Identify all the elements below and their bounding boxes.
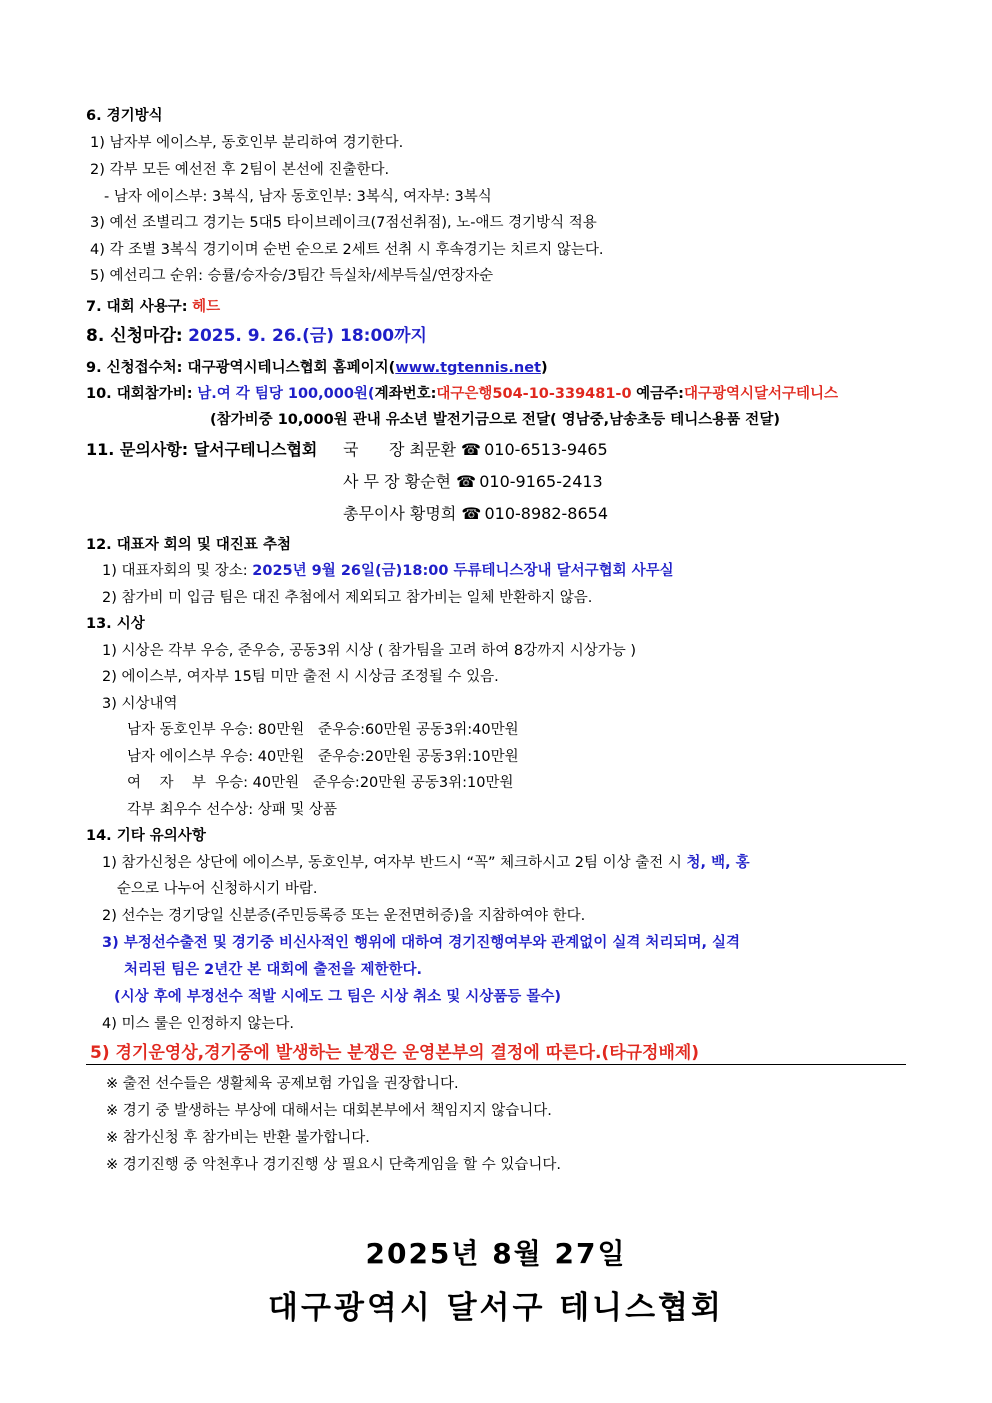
note-item: ※ 참가신청 후 참가비는 반환 불가합니다. (106, 1130, 370, 1146)
s12-line-1 (102, 561, 674, 581)
footer-date: 2025년 8월 27일 (365, 1237, 627, 1270)
contact-phone: 010-9165-2413 (479, 472, 603, 491)
contact-role: 사 무 장 (343, 472, 400, 491)
s6-line-2: 2) 각부 모든 예선전 후 2팀이 본선에 진출한다. (90, 162, 390, 178)
phone-icon: ☎ (461, 504, 482, 523)
contact-row (343, 440, 608, 460)
s14-line-3c: (시상 후에 부정선수 적발 시에도 그 팀은 시상 취소 및 시상품등 몰수) (114, 989, 561, 1005)
s13-line-2: 2) 에이스부, 여자부 15팀 미만 출전 시 시상금 조정될 수 있음. (102, 669, 499, 685)
s10-value: 남.여 각 팀당 100,000원( (197, 386, 375, 402)
contact-name: 황명희 (409, 504, 457, 523)
s10-holder-label: 예금주: (636, 386, 684, 402)
section-12-title: 12. 대표자 회의 및 대진표 추첨 (86, 537, 292, 553)
award-row: 여 자 부 우승: 40만원 준우승:20만원 공동3위:10만원 (127, 775, 514, 791)
s9-label: 9. 신청접수처: 대구광역시테니스협회 홈페이지( (86, 360, 396, 376)
s10-note: (참가비중 10,000원 관내 유소년 발전기금으로 전달( 영남중,남송초등 테니스용품 전달) (210, 412, 780, 428)
s14-line-5: 5) 경기운영상,경기중에 발생하는 분쟁은 운영본부의 결정에 따른다.(타규정배제) (90, 1043, 700, 1063)
s6-line-5: 4) 각 조별 3복식 경기이며 순번 순으로 2세트 선취 시 후속경기는 치르지 않는다. (90, 242, 604, 258)
footer-org: 대구광역시 달서구 테니스협회 (268, 1290, 724, 1326)
section-11 (86, 440, 317, 460)
s12-l1-value: 2025년 9월 26일(금)18:00 두류테니스장내 달서구협회 사무실 (252, 563, 674, 579)
s14-line-3a: 3) 부정선수출전 및 경기중 비신사적인 행위에 대하여 경기진행여부와 관계없이 실격 처리되며, 실격 (102, 935, 741, 951)
s14-l1-colors: 청, 백, 홍 (686, 855, 750, 871)
s11-label: 11. 문의사항: 달서구테니스협회 (86, 440, 318, 459)
s13-line-3: 3) 시상내역 (102, 696, 178, 712)
s14-line-1 (102, 853, 750, 873)
note-item: ※ 경기 중 발생하는 부상에 대해서는 대회본부에서 책임지지 않습니다. (106, 1103, 552, 1119)
section-6-title: 6. 경기방식 (86, 108, 163, 124)
s14-l1a: 1) 참가신청은 상단에 에이스부, 동호인부, 여자부 반드시 “꼭” 체크하시고 2팀 이상 출전 시 (102, 855, 682, 871)
s13-line-1: 1) 시상은 각부 우승, 준우승, 공동3위 시상 ( 참가팀을 고려 하여 8강까지 시상가능 ) (102, 643, 636, 659)
s10-label: 10. 대회참가비: (86, 386, 193, 402)
section-8 (86, 326, 427, 346)
award-row: 남자 에이스부 우승: 40만원 준우승:20만원 공동3위:10만원 (127, 749, 519, 765)
section-10 (86, 384, 838, 404)
award-row: 남자 동호인부 우승: 80만원 준우승:60만원 공동3위:40만원 (127, 722, 519, 738)
section-9 (86, 358, 548, 378)
contact-name: 최문환 (409, 440, 456, 459)
s10-acct-label: 계좌번호: (374, 386, 437, 402)
s14-line-2: 2) 선수는 경기당일 신분증(주민등록증 또는 운전면허증)을 지참하여야 한다. (102, 908, 586, 924)
s10-acct-value: 대구은행504-10-339481-0 (436, 386, 632, 402)
contact-phone: 010-8982-8654 (484, 504, 609, 523)
contact-row (343, 504, 608, 524)
s9-close: ) (541, 360, 548, 376)
section-14-title: 14. 기타 유의사항 (86, 828, 206, 844)
s10-holder-value: 대구광역시달서구테니스 (683, 386, 839, 402)
note-item: ※ 출전 선수들은 생활체육 공제보험 가입을 권장합니다. (106, 1076, 459, 1092)
section-7 (86, 297, 220, 317)
s8-value: 2025. 9. 26.(금) 18:00까지 (188, 326, 427, 346)
award-row: 각부 최우수 선수상: 상패 및 상품 (127, 802, 338, 818)
contact-phone: 010-6513-9465 (484, 440, 608, 459)
note-item: ※ 경기진행 중 악천후나 경기진행 상 필요시 단축게임을 할 수 있습니다. (106, 1157, 562, 1173)
s7-value: 헤드 (192, 299, 221, 315)
s12-line-2: 2) 참가비 미 입금 팀은 대진 추첨에서 제외되고 참가비는 일체 반환하지 않음. (102, 590, 593, 606)
s6-line-3: - 남자 에이스부: 3복식, 남자 동호인부: 3복식, 여자부: 3복식 (104, 189, 492, 205)
s12-l1-label: 1) 대표자회의 및 장소: (102, 563, 248, 579)
phone-icon: ☎ (461, 440, 481, 459)
s14-line-4: 4) 미스 룰은 인정하지 않는다. (102, 1016, 295, 1032)
section-13-title: 13. 시상 (86, 616, 145, 632)
s6-line-4: 3) 예선 조별리그 경기는 5대5 타이브레이크(7점선취점), 노-애드 경기방식 적용 (90, 215, 597, 231)
s6-line-1: 1) 남자부 에이스부, 동호인부 분리하여 경기한다. (90, 135, 404, 151)
s9-link[interactable]: www.tgtennis.net (395, 360, 541, 376)
contact-name: 황순현 (404, 472, 452, 491)
s14-line-3b: 처리된 팀은 2년간 본 대회에 출전을 제한한다. (124, 962, 423, 978)
contact-role: 총무이사 (343, 504, 405, 523)
s6-line-6: 5) 예선리그 순위: 승률/승자승/3팀간 득실차/세부득실/연장자순 (90, 268, 494, 284)
s8-label: 8. 신청마감: (86, 326, 183, 346)
s7-label: 7. 대회 사용구: (86, 299, 188, 315)
phone-icon: ☎ (456, 472, 477, 491)
underline-rule (86, 1064, 906, 1065)
s14-l1b: 순으로 나누어 신청하시기 바람. (117, 881, 318, 897)
contact-row (343, 472, 603, 492)
contact-role: 국 장 (343, 440, 405, 459)
